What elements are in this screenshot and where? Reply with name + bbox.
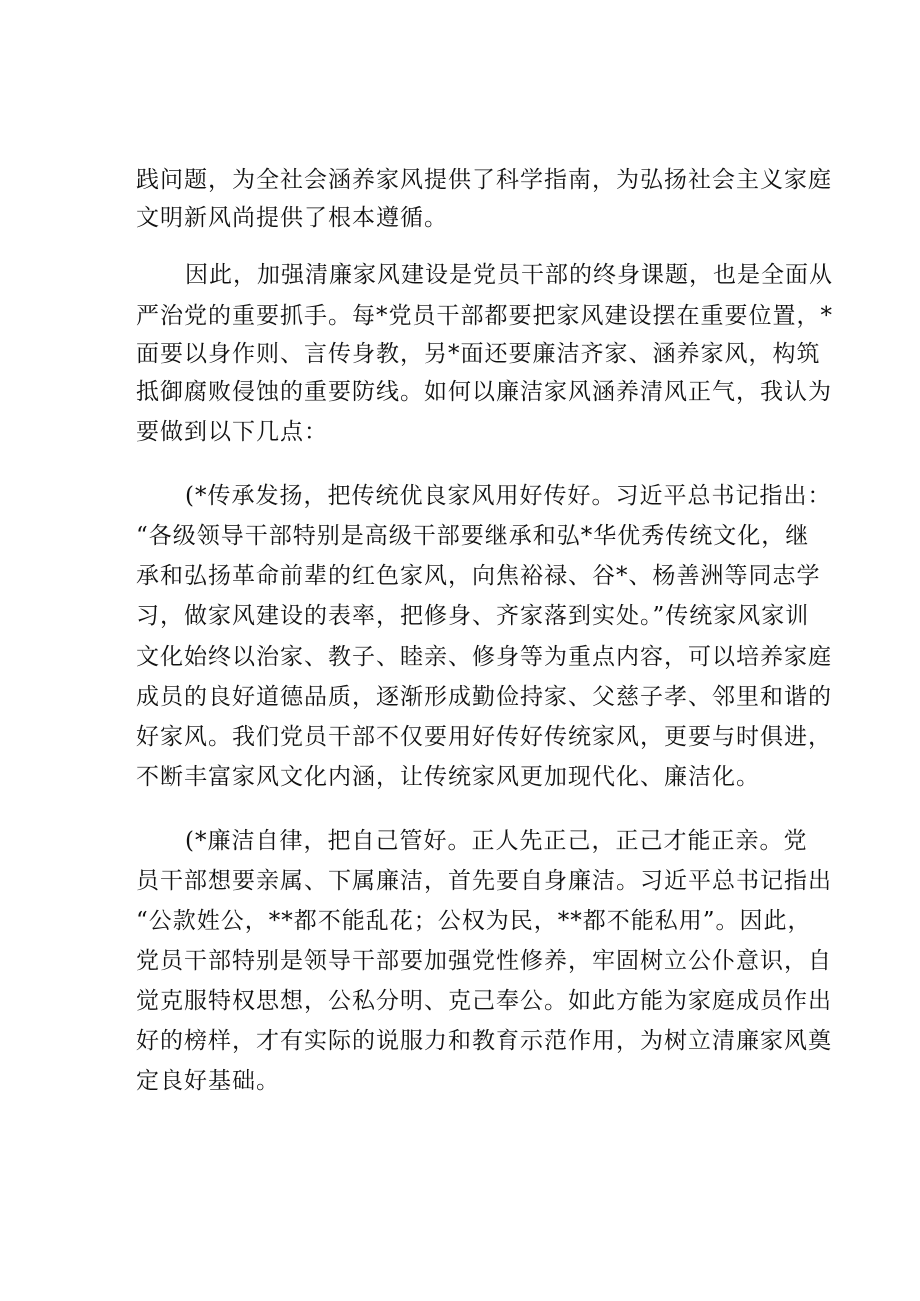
paragraph-3-line-2: “各级领导干部特别是高级干部要继承和弘*华优秀传统文化，继 [136, 523, 810, 549]
paragraph-3-line-4: 习，做家风建设的表率，把修身、齐家落到实处。”传统家风家训 [136, 603, 810, 629]
paragraph-3-line-8: 不断丰富家风文化内涵，让传统家风更加现代化、廉洁化。 [136, 764, 760, 790]
paragraph-2-line-3: 面要以身作则、言传身教，另*面还要廉洁齐家、涵养家风，构筑 [136, 341, 821, 367]
paragraph-3-line-5: 文化始终以治家、教子、睦亲、修身等为重点内容，可以培养家庭 [136, 644, 832, 670]
paragraph-4-line-6: 好的榜样，才有实际的说服力和教育示范作用，为树立清廉家风奠 [136, 1028, 832, 1054]
paragraph-3-line-1: (*传承发扬，把传统优良家风用好传好。习近平总书记指出： [185, 483, 832, 509]
paragraph-4-line-5: 觉克服特权思想，公私分明、克己奉公。如此方能为家庭成员作出 [136, 988, 832, 1014]
paragraph-4-line-2: 员干部想要亲属、下属廉洁，首先要自身廉洁。习近平总书记指出 [136, 868, 832, 894]
paragraph-2-line-2: 严治党的重要抓手。每*党员干部都要把家风建设摆在重要位置，* [136, 303, 833, 329]
paragraph-4-line-4: 党员干部特别是领导干部要加强党性修养，牢固树立公仆意识，自 [136, 948, 832, 974]
paragraph-2-line-5: 要做到以下几点： [136, 419, 328, 445]
paragraph-4-line-7: 定良好基础。 [136, 1068, 280, 1094]
paragraph-4-line-1: (*廉洁自律，把自己管好。正人先正己，正己才能正亲。党 [185, 828, 808, 854]
paragraph-3-line-7: 好家风。我们党员干部不仅要用好传好传统家风，更要与时俱进， [136, 724, 832, 750]
paragraph-1-line-2: 文明新风尚提供了根本遵循。 [136, 205, 448, 231]
paragraph-3-line-6: 成员的良好道德品质，逐渐形成勤俭持家、父慈子孝、邻里和谐的 [136, 684, 832, 710]
paragraph-3-line-3: 承和弘扬革命前辈的红色家风，向焦裕禄、谷*、杨善洲等同志学 [136, 563, 821, 589]
paragraph-4-line-3: “公款姓公，**都不能乱花；公权为民，**都不能私用”。因此， [136, 908, 812, 934]
paragraph-1-line-1: 践问题，为全社会涵养家风提供了科学指南，为弘扬社会主义家庭 [136, 167, 832, 193]
paragraph-2-line-4: 抵御腐败侵蚀的重要防线。如何以廉洁家风涵养清风正气，我认为 [136, 379, 832, 405]
paragraph-2-line-1: 因此，加强清廉家风建设是党员干部的终身课题，也是全面从 [185, 262, 833, 288]
